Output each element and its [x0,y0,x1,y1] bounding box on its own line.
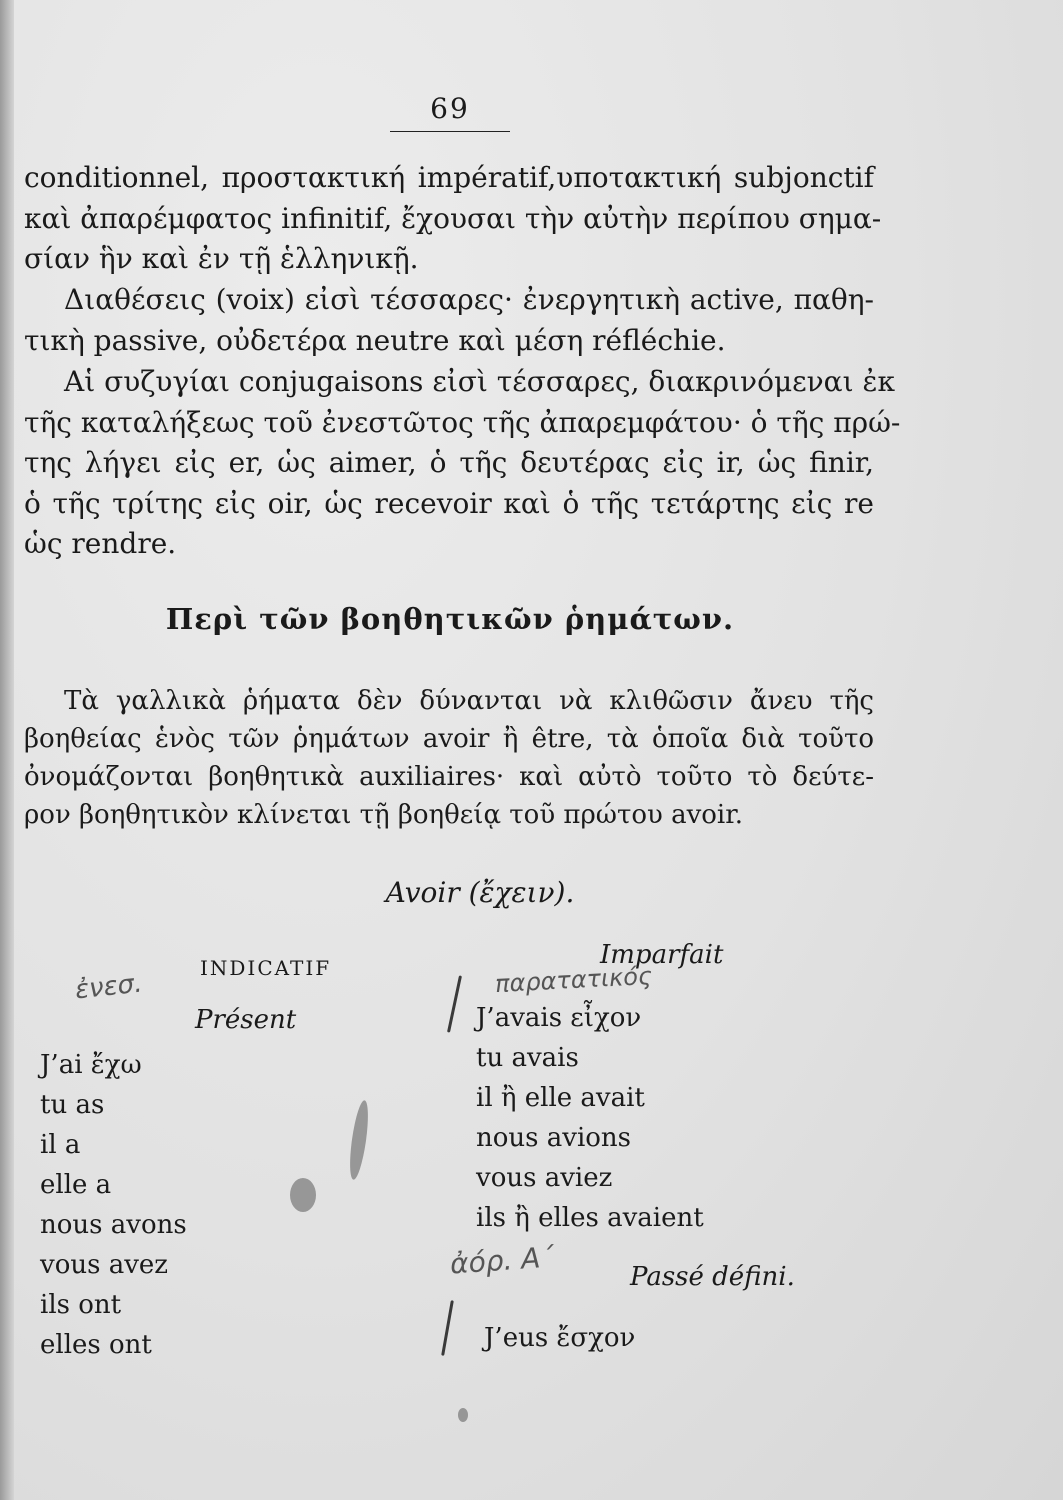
page-number: 69 [430,92,470,125]
conjugation-form: J’avais εἶχον [476,1003,642,1033]
pencil-stroke [441,1300,454,1356]
ink-smudge [290,1178,316,1212]
text-line: της λήγει εἰς er, ὡς aimer, ὁ τῆς δευτέρας εἰς ir, ὡς finir, [24,446,874,479]
section-heading: Περὶ τῶν βοηθητικῶν ῥημάτων. [165,602,735,636]
handwritten-note-imparfait: παρατατικός [494,961,653,999]
present-label: Présent [195,1005,297,1035]
conjugation-form: il ἢ elle avait [476,1083,645,1113]
text-line: τικὴ passive, οὐδετέρα neutre καὶ μέση réfléchie. [24,323,726,357]
conjugation-form: ils ἢ elles avaient [476,1203,704,1233]
handwritten-note-aorist: ἀόρ. Α΄ [448,1240,556,1281]
conjugation-form: ils ont [40,1290,122,1320]
text-line: ὀνομάζονται βοηθητικὰ auxiliaires· καὶ αὐτὸ τοῦτο τὸ δεύτε- [24,762,874,792]
conjugation-form: tu avais [476,1043,579,1073]
text-line: βοηθείας ἑνὸς τῶν ῥημάτων avoir ἢ être, τὰ ὁποῖα διὰ τοῦτο [24,724,874,754]
passe-defini-conjugation-list [484,1318,635,1358]
text-line: καὶ ἀπαρέμφατος infinitif, ἔχουσαι τὴν αὐτὴν περίπου σημα- [24,201,882,235]
conjugation-form: J’ai ἔχω [40,1050,142,1080]
passe-defini-label: Passé défini. [630,1262,795,1292]
text-line: Αἱ συζυγίαι conjugaisons εἰσὶ τέσσαρες, διακρινόμεναι ἐκ [64,365,895,398]
paragraph-4 [24,682,874,834]
page-edge-shadow [0,0,14,1500]
imparfait-conjugation-list [476,998,704,1238]
handwritten-note-present: ἐνεσ. [73,968,144,1006]
text-line: ρον βοηθητικὸν κλίνεται τῇ βοηθείᾳ τοῦ πρώτου avoir. [24,800,744,830]
text-line: ὡς rendre. [24,527,177,560]
paragraph-3 [24,362,901,565]
conjugation-form: nous avons [40,1210,187,1240]
pencil-stroke [447,975,462,1032]
text-line: σίαν ἣν καὶ ἐν τῇ ἑλληνικῇ. [24,242,419,275]
conjugation-form: il a [40,1130,81,1160]
ink-smudge [458,1408,468,1422]
text-line: Διαθέσεις (voix) εἰσὶ τέσσαρες· ἐνεργητικὴ active, παθη- [64,283,874,316]
conjugation-title: Avoir (ἔχειν). [385,876,575,909]
conjugation-form: vous avez [40,1250,168,1280]
conjugation-form: elles ont [40,1330,152,1360]
imparfait-label: Imparfait [600,940,724,970]
text-line: τῆς καταλήξεως τοῦ ἐνεστῶτος τῆς ἀπαρεμφάτου· ὁ τῆς πρώ- [24,405,901,439]
page-number-rule [390,131,510,132]
conjugation-form: nous avions [476,1123,631,1153]
conjugation-form: tu as [40,1090,105,1120]
conjugation-form: vous aviez [476,1163,613,1193]
conjugation-form: elle a [40,1170,112,1200]
paragraph-2 [24,280,874,361]
present-conjugation-list [40,1045,187,1365]
ink-smudge [347,1099,372,1180]
text-line: Τὰ γαλλικὰ ῥήματα δὲν δύνανται νὰ κλιθῶσιν ἄνευ τῆς [64,686,874,716]
conjugation-form: J’eus ἔσχον [484,1323,636,1353]
text-line: ὁ τῆς τρίτης εἰς oir, ὡς recevoir καὶ ὁ τῆς τετάρτης εἰς re [24,486,874,520]
indicatif-label: INDICATIF [200,956,332,980]
text-line: conditionnel, προστακτική impératif,υποτακτική subjonctif [24,161,874,194]
paragraph-1 [24,158,882,280]
